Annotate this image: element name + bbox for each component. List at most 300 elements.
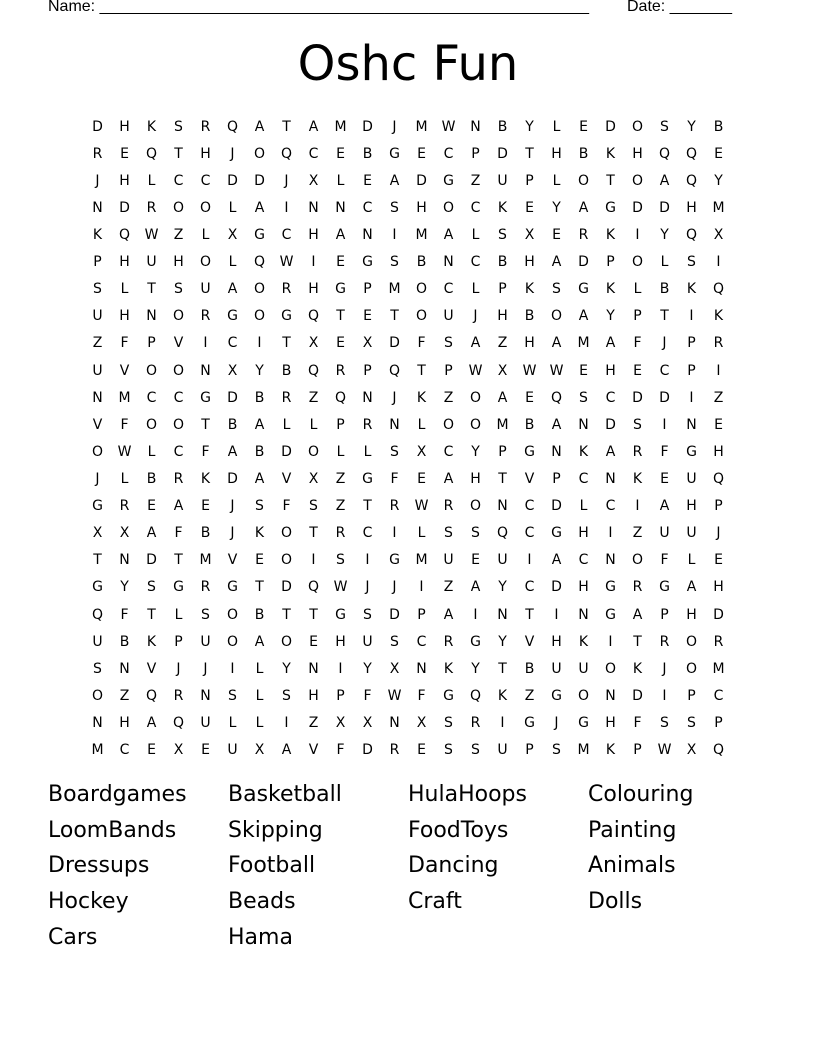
grid-cell[interactable]: H [308, 226, 319, 243]
grid-cell[interactable]: I [527, 552, 532, 569]
grid-cell[interactable]: D [227, 172, 238, 189]
grid-cell[interactable]: M [118, 389, 131, 406]
grid-cell[interactable]: R [470, 714, 481, 731]
grid-cell[interactable]: E [336, 145, 345, 162]
grid-cell[interactable]: L [228, 254, 237, 271]
grid-cell[interactable]: K [686, 281, 697, 298]
grid-cell[interactable]: C [173, 443, 184, 460]
grid-cell[interactable]: Y [714, 172, 723, 189]
grid-cell[interactable]: I [500, 714, 505, 731]
grid-cell[interactable]: D [713, 606, 724, 623]
grid-cell[interactable]: O [91, 443, 104, 460]
grid-cell[interactable]: I [662, 687, 667, 704]
grid-cell[interactable]: N [362, 226, 373, 243]
grid-cell[interactable]: Q [226, 118, 239, 135]
grid-cell[interactable]: K [578, 633, 589, 650]
grid-cell[interactable]: X [389, 660, 400, 677]
grid-cell[interactable]: Z [443, 579, 454, 596]
grid-cell[interactable]: X [362, 335, 373, 352]
grid-cell[interactable]: E [201, 498, 210, 515]
grid-cell[interactable]: C [173, 172, 184, 189]
grid-cell[interactable]: S [471, 742, 480, 759]
grid-cell[interactable]: O [550, 308, 563, 325]
grid-cell[interactable]: N [389, 714, 400, 731]
grid-cell[interactable]: F [363, 687, 372, 704]
grid-cell[interactable]: V [92, 416, 103, 433]
grid-cell[interactable]: N [200, 687, 211, 704]
grid-cell[interactable]: S [390, 633, 399, 650]
grid-cell[interactable]: X [686, 742, 697, 759]
grid-cell[interactable]: C [605, 498, 616, 515]
grid-cell[interactable]: I [608, 633, 613, 650]
grid-cell[interactable]: D [497, 145, 508, 162]
grid-cell[interactable]: C [470, 199, 481, 216]
grid-cell[interactable]: E [309, 633, 318, 650]
grid-cell[interactable]: N [146, 308, 157, 325]
grid-cell[interactable]: K [605, 226, 616, 243]
grid-cell[interactable]: K [443, 660, 454, 677]
grid-cell[interactable]: D [281, 443, 292, 460]
grid-cell[interactable]: M [712, 199, 725, 216]
grid-cell[interactable]: L [255, 714, 264, 731]
grid-cell[interactable]: Q [685, 145, 698, 162]
grid-cell[interactable]: E [147, 498, 156, 515]
grid-cell[interactable]: U [497, 172, 508, 189]
grid-cell[interactable]: G [578, 281, 589, 298]
grid-cell[interactable]: S [228, 687, 237, 704]
grid-cell[interactable]: P [336, 416, 345, 433]
grid-cell[interactable]: Z [524, 687, 535, 704]
grid-cell[interactable]: W [468, 362, 483, 379]
grid-cell[interactable]: I [392, 525, 397, 542]
grid-cell[interactable]: G [200, 389, 211, 406]
grid-cell[interactable]: O [145, 416, 158, 433]
grid-cell[interactable]: H [119, 118, 130, 135]
grid-cell[interactable]: C [281, 226, 292, 243]
grid-cell[interactable]: G [92, 498, 103, 515]
grid-cell[interactable]: B [713, 118, 724, 135]
grid-cell[interactable]: F [633, 335, 642, 352]
grid-cell[interactable]: I [635, 498, 640, 515]
grid-cell[interactable]: E [363, 308, 372, 325]
grid-cell[interactable]: I [392, 226, 397, 243]
grid-cell[interactable]: Y [471, 660, 480, 677]
grid-cell[interactable]: L [120, 281, 129, 298]
grid-cell[interactable]: G [227, 579, 238, 596]
grid-cell[interactable]: L [120, 470, 129, 487]
grid-cell[interactable]: E [525, 199, 534, 216]
grid-cell[interactable]: I [554, 606, 559, 623]
grid-cell[interactable]: Z [335, 498, 346, 515]
grid-cell[interactable]: P [714, 498, 723, 515]
grid-cell[interactable]: K [713, 308, 724, 325]
grid-cell[interactable]: E [255, 552, 264, 569]
grid-cell[interactable]: R [119, 498, 130, 515]
grid-cell[interactable]: H [308, 281, 319, 298]
grid-cell[interactable]: R [200, 308, 211, 325]
grid-cell[interactable]: O [469, 389, 482, 406]
grid-cell[interactable]: A [443, 470, 454, 487]
grid-cell[interactable]: X [254, 742, 265, 759]
grid-cell[interactable]: S [201, 606, 210, 623]
grid-cell[interactable]: K [632, 470, 643, 487]
grid-cell[interactable]: M [712, 660, 725, 677]
grid-cell[interactable]: E [579, 362, 588, 379]
grid-cell[interactable]: A [632, 606, 643, 623]
grid-cell[interactable]: P [147, 335, 156, 352]
grid-cell[interactable]: C [470, 254, 481, 271]
grid-cell[interactable]: Q [307, 362, 320, 379]
grid-cell[interactable]: L [660, 254, 669, 271]
grid-cell[interactable]: C [443, 443, 454, 460]
grid-cell[interactable]: K [416, 389, 427, 406]
grid-cell[interactable]: J [716, 525, 721, 542]
grid-cell[interactable]: T [498, 470, 507, 487]
grid-cell[interactable]: R [443, 633, 454, 650]
grid-cell[interactable]: A [227, 443, 238, 460]
grid-cell[interactable]: P [444, 362, 453, 379]
grid-cell[interactable]: J [554, 714, 559, 731]
grid-cell[interactable]: N [497, 606, 508, 623]
grid-cell[interactable]: H [605, 362, 616, 379]
grid-cell[interactable]: L [336, 172, 345, 189]
grid-cell[interactable]: E [579, 118, 588, 135]
grid-cell[interactable]: D [362, 118, 373, 135]
grid-cell[interactable]: U [200, 714, 211, 731]
grid-cell[interactable]: B [146, 470, 157, 487]
grid-cell[interactable]: R [173, 687, 184, 704]
grid-cell[interactable]: P [93, 254, 102, 271]
grid-cell[interactable]: F [417, 335, 426, 352]
date-field[interactable]: Date: _______ [627, 0, 732, 15]
grid-cell[interactable]: P [471, 145, 480, 162]
grid-cell[interactable]: J [473, 308, 478, 325]
grid-cell[interactable]: H [119, 714, 130, 731]
grid-cell[interactable]: X [308, 335, 319, 352]
grid-cell[interactable]: T [660, 308, 669, 325]
grid-cell[interactable]: P [687, 335, 696, 352]
grid-cell[interactable]: B [281, 362, 292, 379]
grid-cell[interactable]: D [146, 552, 157, 569]
grid-cell[interactable]: R [578, 226, 589, 243]
grid-cell[interactable]: L [255, 660, 264, 677]
grid-cell[interactable]: G [605, 199, 616, 216]
grid-cell[interactable]: S [309, 498, 318, 515]
grid-cell[interactable]: V [173, 335, 184, 352]
grid-cell[interactable]: N [686, 416, 697, 433]
grid-cell[interactable]: A [281, 742, 292, 759]
grid-cell[interactable]: R [632, 579, 643, 596]
grid-cell[interactable]: O [442, 199, 455, 216]
grid-cell[interactable]: W [144, 226, 159, 243]
grid-cell[interactable]: I [365, 552, 370, 569]
grid-cell[interactable]: E [120, 145, 129, 162]
grid-cell[interactable]: I [311, 254, 316, 271]
grid-cell[interactable]: L [471, 281, 480, 298]
grid-cell[interactable]: R [200, 579, 211, 596]
grid-cell[interactable]: K [146, 118, 157, 135]
grid-cell[interactable]: R [281, 389, 292, 406]
grid-cell[interactable]: E [660, 470, 669, 487]
grid-cell[interactable]: F [633, 714, 642, 731]
grid-cell[interactable]: R [443, 498, 454, 515]
grid-cell[interactable]: K [524, 281, 535, 298]
grid-cell[interactable]: Y [363, 660, 372, 677]
grid-cell[interactable]: Y [552, 199, 561, 216]
grid-cell[interactable]: Q [145, 145, 158, 162]
grid-cell[interactable]: L [309, 416, 318, 433]
grid-cell[interactable]: Y [255, 362, 264, 379]
grid-cell[interactable]: P [498, 443, 507, 460]
grid-cell[interactable]: G [524, 714, 535, 731]
grid-cell[interactable]: O [604, 660, 617, 677]
grid-cell[interactable]: H [524, 254, 535, 271]
grid-cell[interactable]: O [226, 633, 239, 650]
grid-cell[interactable]: Y [498, 579, 507, 596]
grid-cell[interactable]: Z [713, 389, 724, 406]
grid-cell[interactable]: F [417, 687, 426, 704]
grid-cell[interactable]: U [227, 742, 238, 759]
name-field[interactable]: Name: _______________________________________________________ [48, 0, 589, 15]
grid-cell[interactable]: J [95, 470, 100, 487]
grid-cell[interactable]: G [605, 606, 616, 623]
grid-cell[interactable]: D [92, 118, 103, 135]
grid-cell[interactable]: F [201, 443, 210, 460]
grid-cell[interactable]: G [551, 687, 562, 704]
grid-cell[interactable]: P [498, 281, 507, 298]
grid-cell[interactable]: T [93, 552, 102, 569]
grid-cell[interactable]: P [552, 470, 561, 487]
grid-cell[interactable]: S [147, 579, 156, 596]
grid-cell[interactable]: K [497, 199, 508, 216]
grid-cell[interactable]: S [282, 687, 291, 704]
grid-cell[interactable]: L [228, 714, 237, 731]
grid-cell[interactable]: B [416, 254, 427, 271]
grid-cell[interactable]: T [174, 552, 183, 569]
grid-cell[interactable]: J [230, 145, 235, 162]
grid-cell[interactable]: N [200, 362, 211, 379]
grid-cell[interactable]: Q [253, 254, 266, 271]
grid-cell[interactable]: O [172, 362, 185, 379]
grid-cell[interactable]: Z [335, 470, 346, 487]
grid-cell[interactable]: U [497, 552, 508, 569]
grid-cell[interactable]: S [444, 525, 453, 542]
grid-cell[interactable]: B [254, 389, 265, 406]
grid-cell[interactable]: D [551, 498, 562, 515]
grid-cell[interactable]: A [551, 254, 562, 271]
grid-cell[interactable]: P [336, 687, 345, 704]
grid-cell[interactable]: A [335, 226, 346, 243]
grid-cell[interactable]: Q [145, 687, 158, 704]
grid-cell[interactable]: A [605, 443, 616, 460]
grid-cell[interactable]: J [662, 660, 667, 677]
grid-cell[interactable]: A [254, 118, 265, 135]
grid-cell[interactable]: P [714, 714, 723, 731]
grid-cell[interactable]: T [525, 145, 534, 162]
grid-cell[interactable]: A [605, 335, 616, 352]
grid-cell[interactable]: J [203, 660, 208, 677]
grid-cell[interactable]: C [713, 687, 724, 704]
grid-cell[interactable]: O [307, 443, 320, 460]
grid-cell[interactable]: W [522, 362, 537, 379]
grid-cell[interactable]: W [441, 118, 456, 135]
grid-cell[interactable]: U [443, 308, 454, 325]
grid-cell[interactable]: Z [308, 714, 319, 731]
grid-cell[interactable]: H [686, 606, 697, 623]
grid-cell[interactable]: I [284, 199, 289, 216]
grid-cell[interactable]: Z [632, 525, 643, 542]
grid-cell[interactable]: M [415, 552, 428, 569]
grid-cell[interactable]: R [335, 362, 346, 379]
grid-cell[interactable]: M [577, 742, 590, 759]
grid-cell[interactable]: O [199, 254, 212, 271]
grid-cell[interactable]: A [659, 498, 670, 515]
grid-cell[interactable]: T [309, 525, 318, 542]
grid-cell[interactable]: I [419, 579, 424, 596]
grid-cell[interactable]: R [173, 470, 184, 487]
grid-cell[interactable]: R [281, 281, 292, 298]
grid-cell[interactable]: A [578, 308, 589, 325]
grid-cell[interactable]: D [605, 118, 616, 135]
grid-cell[interactable]: T [282, 118, 291, 135]
grid-cell[interactable]: O [631, 118, 644, 135]
grid-cell[interactable]: E [714, 145, 723, 162]
grid-cell[interactable]: T [363, 498, 372, 515]
grid-cell[interactable]: E [471, 552, 480, 569]
grid-cell[interactable]: C [308, 145, 319, 162]
grid-cell[interactable]: B [497, 254, 508, 271]
grid-cell[interactable]: W [549, 362, 564, 379]
grid-cell[interactable]: V [227, 552, 238, 569]
grid-cell[interactable]: A [389, 172, 400, 189]
grid-cell[interactable]: U [200, 633, 211, 650]
grid-cell[interactable]: O [280, 633, 293, 650]
grid-cell[interactable]: K [578, 443, 589, 460]
grid-cell[interactable]: Z [443, 389, 454, 406]
grid-cell[interactable]: S [363, 606, 372, 623]
grid-cell[interactable]: H [713, 579, 724, 596]
grid-cell[interactable]: R [659, 633, 670, 650]
grid-cell[interactable]: X [416, 714, 427, 731]
grid-cell[interactable]: G [524, 443, 535, 460]
grid-cell[interactable]: A [470, 579, 481, 596]
grid-cell[interactable]: V [524, 633, 535, 650]
grid-cell[interactable]: D [632, 687, 643, 704]
grid-cell[interactable]: B [659, 281, 670, 298]
grid-cell[interactable]: A [578, 199, 589, 216]
grid-cell[interactable]: V [308, 742, 319, 759]
grid-cell[interactable]: M [388, 281, 401, 298]
grid-cell[interactable]: G [335, 281, 346, 298]
grid-cell[interactable]: T [147, 606, 156, 623]
grid-cell[interactable]: I [203, 335, 208, 352]
grid-cell[interactable]: F [660, 443, 669, 460]
grid-cell[interactable]: C [146, 389, 157, 406]
grid-cell[interactable]: Q [280, 145, 293, 162]
grid-cell[interactable]: K [497, 687, 508, 704]
grid-cell[interactable]: N [389, 416, 400, 433]
grid-cell[interactable]: N [119, 660, 130, 677]
grid-cell[interactable]: I [257, 335, 262, 352]
grid-cell[interactable]: A [551, 335, 562, 352]
grid-cell[interactable]: X [119, 525, 130, 542]
grid-cell[interactable]: N [92, 714, 103, 731]
grid-cell[interactable]: X [335, 714, 346, 731]
grid-cell[interactable]: Q [550, 389, 563, 406]
grid-cell[interactable]: G [551, 525, 562, 542]
grid-cell[interactable]: O [172, 416, 185, 433]
grid-cell[interactable]: R [335, 525, 346, 542]
grid-cell[interactable]: Q [307, 308, 320, 325]
grid-cell[interactable]: L [417, 416, 426, 433]
grid-cell[interactable]: T [201, 416, 210, 433]
grid-cell[interactable]: O [253, 281, 266, 298]
grid-cell[interactable]: W [387, 687, 402, 704]
grid-cell[interactable]: T [282, 606, 291, 623]
grid-cell[interactable]: E [552, 226, 561, 243]
grid-cell[interactable]: L [579, 498, 588, 515]
grid-cell[interactable]: K [92, 226, 103, 243]
grid-cell[interactable]: M [199, 552, 212, 569]
grid-cell[interactable]: C [605, 389, 616, 406]
grid-cell[interactable]: A [146, 525, 157, 542]
grid-cell[interactable]: U [92, 362, 103, 379]
grid-cell[interactable]: K [254, 525, 265, 542]
grid-cell[interactable]: C [578, 552, 589, 569]
grid-cell[interactable]: S [336, 552, 345, 569]
grid-cell[interactable]: G [686, 443, 697, 460]
grid-cell[interactable]: O [577, 172, 590, 189]
grid-cell[interactable]: D [605, 416, 616, 433]
grid-cell[interactable]: K [200, 470, 211, 487]
grid-cell[interactable]: J [365, 579, 370, 596]
grid-cell[interactable]: S [444, 742, 453, 759]
grid-cell[interactable]: G [443, 172, 454, 189]
grid-cell[interactable]: T [255, 579, 264, 596]
grid-cell[interactable]: G [470, 633, 481, 650]
grid-cell[interactable]: L [282, 416, 291, 433]
grid-cell[interactable]: X [362, 714, 373, 731]
grid-cell[interactable]: C [443, 281, 454, 298]
grid-cell[interactable]: D [389, 606, 400, 623]
grid-cell[interactable]: Y [120, 579, 129, 596]
grid-cell[interactable]: U [578, 660, 589, 677]
grid-cell[interactable]: Y [498, 633, 507, 650]
grid-cell[interactable]: L [633, 281, 642, 298]
grid-cell[interactable]: Q [172, 714, 185, 731]
grid-cell[interactable]: D [281, 579, 292, 596]
grid-cell[interactable]: Z [92, 335, 103, 352]
grid-cell[interactable]: G [578, 714, 589, 731]
grid-cell[interactable]: X [416, 443, 427, 460]
grid-cell[interactable]: G [362, 254, 373, 271]
grid-cell[interactable]: A [551, 416, 562, 433]
grid-cell[interactable]: E [714, 416, 723, 433]
grid-cell[interactable]: P [363, 281, 372, 298]
grid-cell[interactable]: D [632, 199, 643, 216]
grid-cell[interactable]: H [686, 199, 697, 216]
grid-cell[interactable]: I [311, 552, 316, 569]
grid-cell[interactable]: J [230, 498, 235, 515]
grid-cell[interactable]: A [254, 199, 265, 216]
grid-cell[interactable]: A [254, 633, 265, 650]
grid-cell[interactable]: E [336, 254, 345, 271]
grid-cell[interactable]: S [174, 281, 183, 298]
grid-cell[interactable]: O [415, 281, 428, 298]
grid-cell[interactable]: N [92, 199, 103, 216]
grid-cell[interactable]: V [281, 470, 292, 487]
grid-cell[interactable]: H [470, 470, 481, 487]
